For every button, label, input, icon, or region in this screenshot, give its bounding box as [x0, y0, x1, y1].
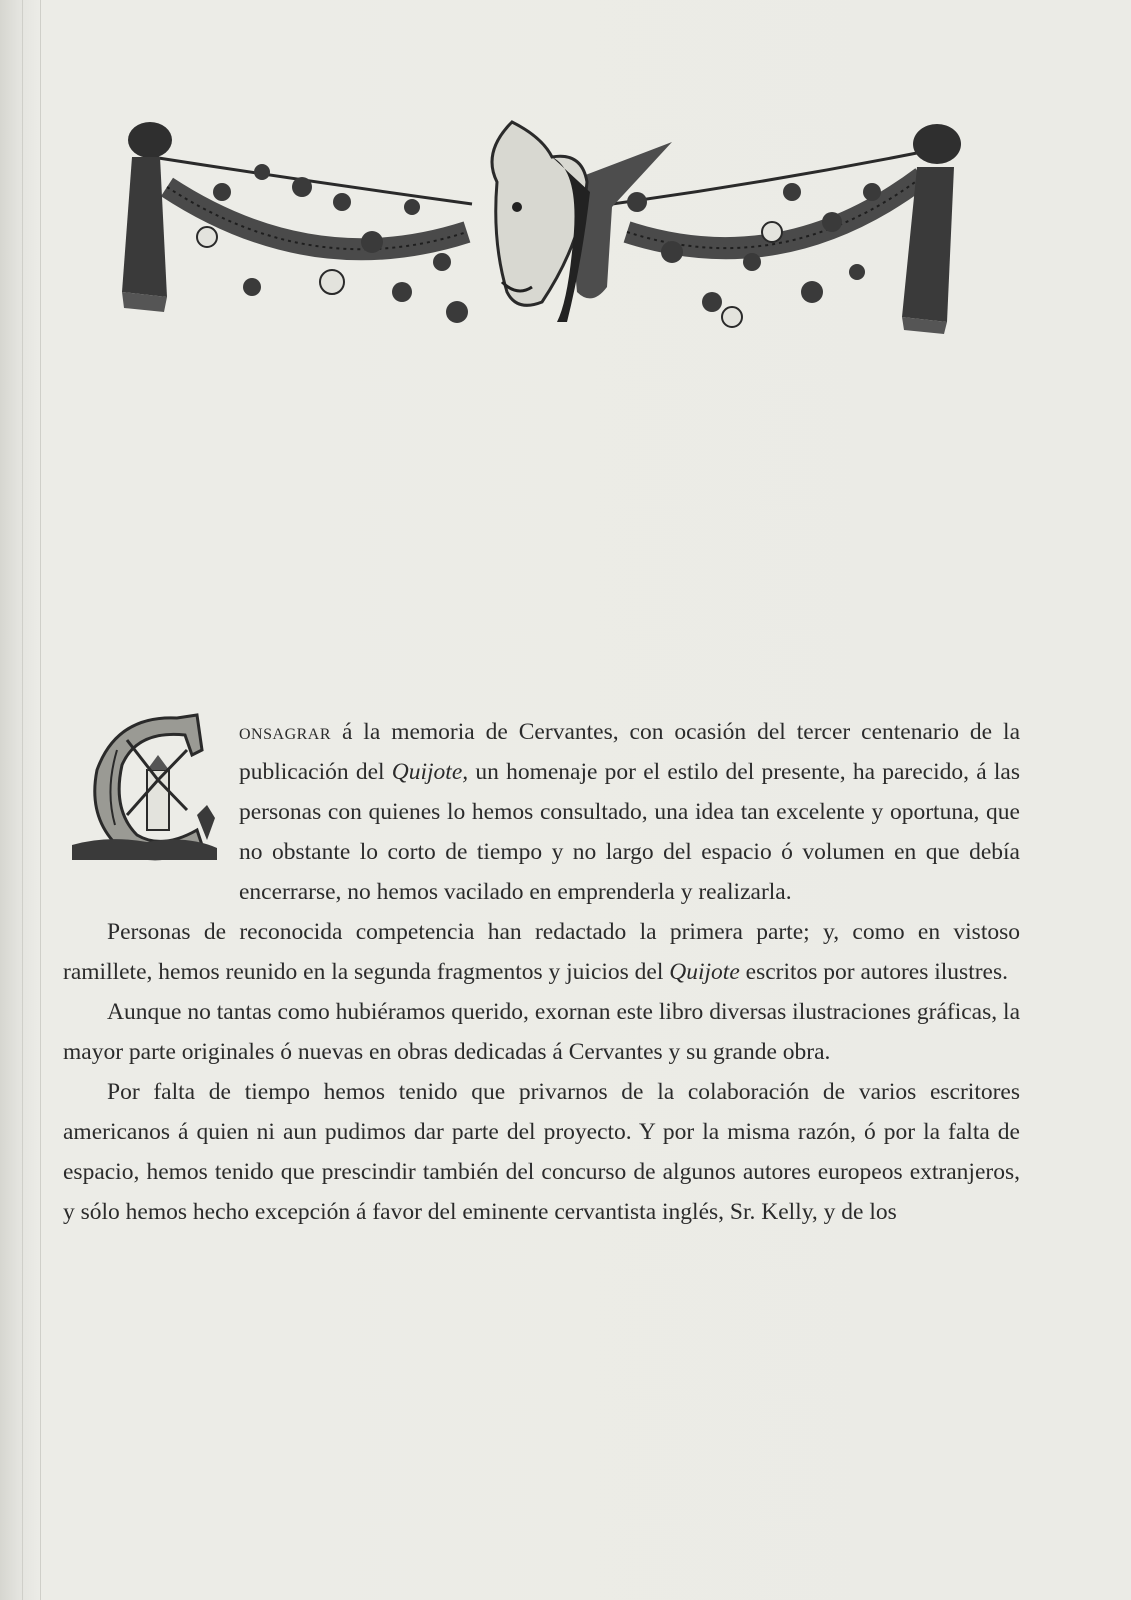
main-text: [63, 712, 1020, 1232]
paragraph-1-lead: onsagrar: [239, 719, 332, 745]
paragraph-2: [63, 912, 1020, 992]
paragraph-4-text: Por falta de tiempo hemos tenido que privarnos de la colaboración de varios escritores americanos á quien ni aun pudimos dar parte del proyecto. Y por la misma razón, ó por la falta de espacio, hemos tenido que prescindir también del concurso de algunos autores europeos extranjeros, y sólo hemos hecho excepción á favor del eminente cervantista inglés, Sr. Kelly, y de los: [63, 1079, 1020, 1225]
paragraph-1-title-quijote: Quijote,: [391, 759, 469, 785]
spine-shadow: [22, 0, 23, 1600]
windmill-dropcap-icon: [67, 710, 229, 876]
paragraph-2-text-a: Personas de reconocida competencia han redactado la primera parte; y, como en vistoso ramillete, hemos reunido en la segunda fragmentos y juicios del: [63, 919, 1020, 985]
paragraph-3-text: Aunque no tantas como hubiéramos querido, exornan este libro diversas ilustraciones gráficas, la mayor parte originales ó nuevas en obras dedicadas á Cervantes y su grande obra.: [63, 999, 1020, 1065]
paragraph-4: [63, 1072, 1020, 1232]
spine-shadow-2: [40, 0, 41, 1600]
garland-horse-donkey-icon: [112, 112, 982, 352]
paragraph-1-text-b: un homenaje por el estilo del presente, ha parecido, á las personas con quienes lo hemos consultado, una idea tan excelente y oportuna, que no obstante lo corto de tiempo y no largo del espacio ó volumen en que debía encerrarse, no hemos vacilado en emprenderla y realizarla.: [239, 759, 1020, 905]
paragraph-1-text-a: á la memoria de Cervantes, con ocasión del tercer centenario de la publicación del: [239, 719, 1020, 785]
dropcap-letter: [107, 729, 108, 730]
paragraph-2-title-quijote: Quijote: [669, 959, 740, 985]
paragraph-2-text-b: escritos por autores ilustres.: [739, 959, 1008, 985]
paragraph-3: [63, 992, 1020, 1072]
